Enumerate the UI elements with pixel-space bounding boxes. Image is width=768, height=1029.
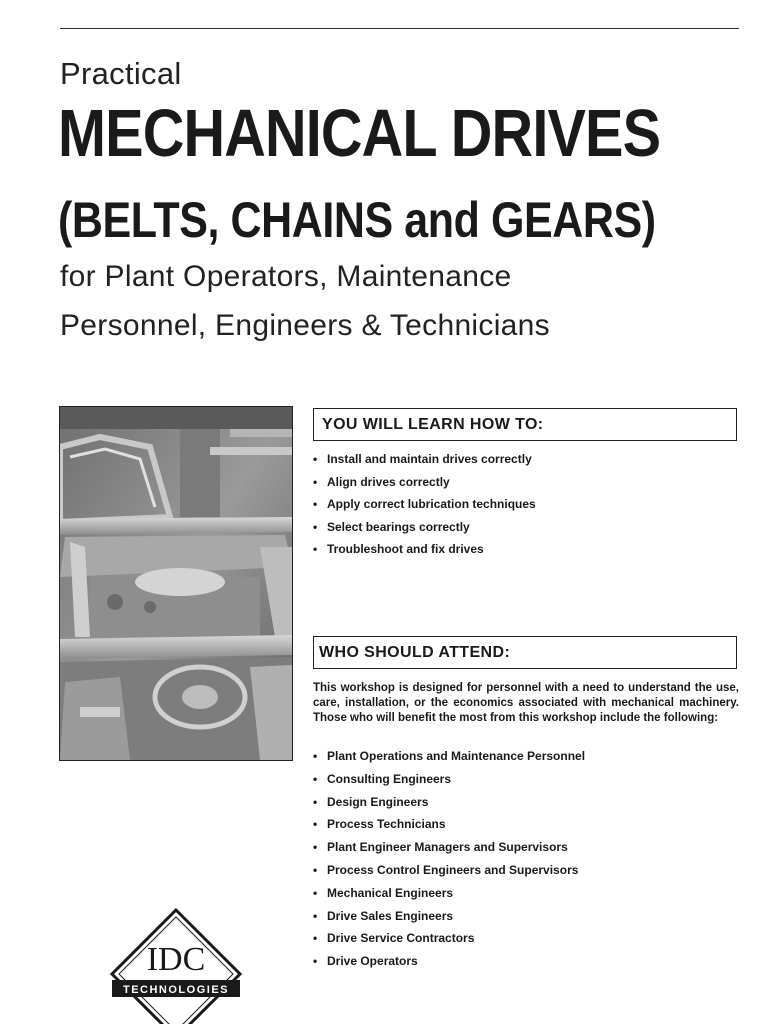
list-item: • Align drives correctly — [313, 474, 536, 497]
top-rule — [60, 28, 739, 29]
logo-name-text: TECHNOLOGIES — [122, 984, 230, 996]
list-item: • Mechanical Engineers — [313, 885, 585, 908]
audience-line-1: for Plant Operators, Maintenance — [60, 260, 512, 293]
list-item: • Apply correct lubrication techniques — [313, 496, 536, 519]
page-subtitle: (BELTS, CHAINS and GEARS) — [58, 192, 656, 248]
list-item: • Select bearings correctly — [313, 519, 536, 542]
list-item: • Drive Service Contractors — [313, 930, 585, 953]
attend-intro-paragraph: This workshop is designed for personnel with a need to understand the use, care, installation, or the economics associated with mechanical machinery. Those who will benefit the most from this workshop include the following: — [313, 682, 739, 724]
list-item: • Drive Operators — [313, 953, 585, 976]
list-item: • Consulting Engineers — [313, 771, 585, 794]
audience-line-2: Personnel, Engineers & Technicians — [60, 309, 550, 342]
list-item: • Install and maintain drives correctly — [313, 451, 536, 474]
list-item: • Plant Engineer Managers and Supervisors — [313, 839, 585, 862]
list-item: • Drive Sales Engineers — [313, 908, 585, 931]
learn-section-heading: YOU WILL LEARN HOW TO: — [313, 408, 737, 441]
list-item: • Plant Operations and Maintenance Personnel — [313, 748, 585, 771]
list-item: • Process Technicians — [313, 816, 585, 839]
title-kicker: Practical — [60, 56, 182, 91]
attend-list — [313, 748, 585, 976]
car-body-assembly-photo — [59, 406, 293, 761]
list-item: • Design Engineers — [313, 794, 585, 817]
idc-technologies-logo — [110, 908, 242, 1024]
list-item: • Process Control Engineers and Supervisors — [313, 862, 585, 885]
logo-mark-text: IDC — [146, 941, 206, 978]
attend-section-heading: WHO SHOULD ATTEND: — [313, 636, 737, 669]
learn-list — [313, 451, 536, 564]
page-title: MECHANICAL DRIVES — [58, 96, 661, 171]
list-item: • Troubleshoot and fix drives — [313, 541, 536, 564]
